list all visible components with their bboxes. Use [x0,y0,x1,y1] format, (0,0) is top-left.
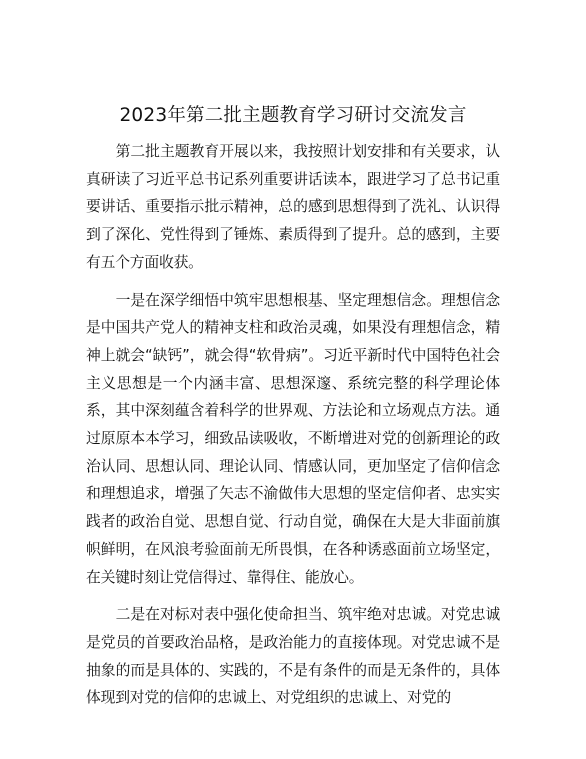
paragraph-point-one: 一是在深学细悟中筑牢思想根基、坚定理想信念。理想信念是中国共产党人的精神支柱和政治灵魂，如果没有理想信念，精神上就会“缺钙”，就会得“软骨病”。习近平新时代中国特色社会主义思想是一个内涵丰富、思想深邃、系统完整的科学理论体系，其中深刻蕴含着科学的世界观、方法论和立场观点方法。通过原原本本学习，细致品读吸收，不断增进对党的创新理论的政治认同、思想认同、理论认同、情感认同，更加坚定了信仰信念和理想追求，增强了矢志不渝做伟大思想的坚定信仰者、忠实实践者的政治自觉、思想自觉、行动自觉，确保在大是大非面前旗帜鲜明，在风浪考验面前无所畏惧，在各种诱惑面前立场坚定，在关键时刻让党信得过、靠得住、能放心。 [86,291,500,586]
document-title: 2023年第二批主题教育学习研讨交流发言 [119,105,467,126]
document-body [86,138,500,722]
paragraph-intro: 第二批主题教育开展以来，我按照计划安排和有关要求，认真研读了习近平总书记系列重要讲话读本，跟进学习了总书记重要讲话、重要指示批示精神，总的感到思想得到了洗礼、认识得到了深化、党性得到了锤炼、素质得到了提升。总的感到，主要有五个方面收获。 [86,143,500,271]
paragraph-point-two: 二是在对标对表中强化使命担当、筑牢绝对忠诚。对党忠诚是党员的首要政治品格，是政治能力的直接体现。对党忠诚不是抽象的而是具体的、实践的，不是有条件的而是无条件的，具体体现到对党的信仰的忠诚上、对党组织的忠诚上、对党的 [86,606,500,707]
